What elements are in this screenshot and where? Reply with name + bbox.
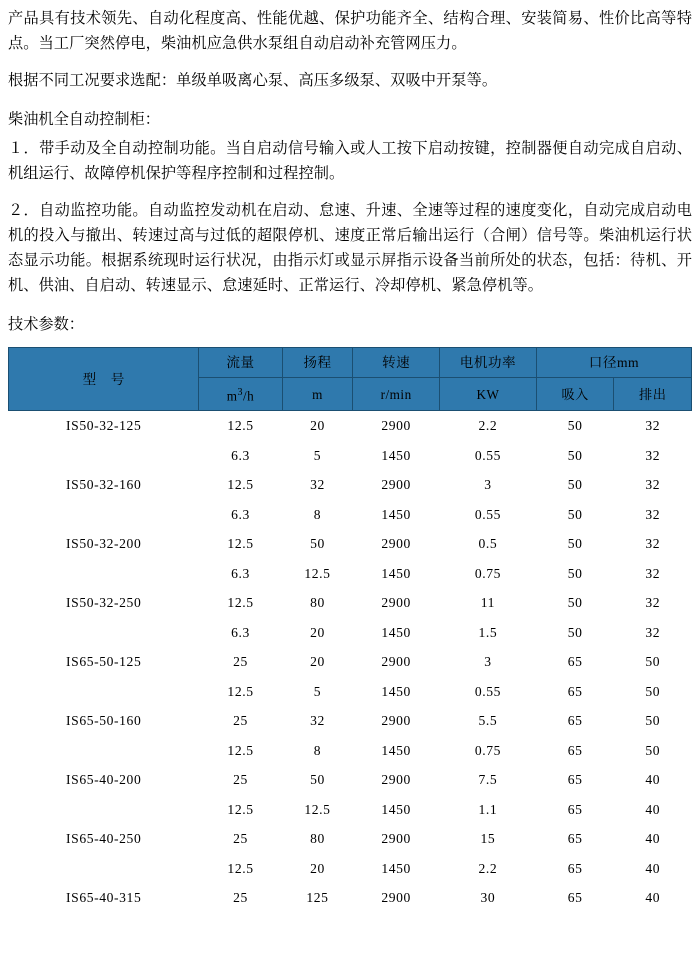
cell-outlet: 40	[645, 890, 661, 906]
cell-power: 0.55	[474, 447, 502, 463]
cell-model: IS65-50-160	[66, 713, 142, 729]
cell-inlet: 65	[567, 890, 583, 906]
header-model: 型 号	[9, 348, 199, 411]
cell-speed: 2900	[381, 654, 411, 670]
table-row	[9, 883, 692, 913]
header-head-unit: m	[282, 378, 353, 411]
cell-inlet: 65	[567, 801, 583, 817]
table-row	[9, 854, 692, 884]
cell-model: IS50-32-125	[66, 418, 142, 434]
cell-flow: 25	[233, 772, 248, 788]
cell-model: IS65-40-200	[66, 772, 142, 788]
cell-outlet: 32	[645, 506, 661, 522]
cell-inlet: 65	[567, 860, 583, 876]
table-row	[9, 795, 692, 825]
header-outlet: 排出	[614, 378, 692, 411]
table-row	[9, 765, 692, 795]
cell-power: 2.2	[478, 418, 498, 434]
cell-power: 5.5	[478, 713, 498, 729]
cell-inlet: 50	[567, 595, 583, 611]
cell-head: 12.5	[304, 801, 331, 817]
cell-inlet: 50	[567, 418, 583, 434]
cell-power: 0.55	[474, 506, 502, 522]
cell-power: 7.5	[478, 772, 498, 788]
cell-model: IS65-40-315	[66, 890, 142, 906]
table-row	[9, 441, 692, 471]
cell-flow: 25	[233, 654, 248, 670]
table-title-technical-parameters: 技术参数：	[8, 316, 84, 333]
cell-outlet: 32	[645, 536, 661, 552]
table-row	[9, 677, 692, 707]
table-header-row-1	[9, 348, 692, 378]
table-row	[9, 824, 692, 854]
cell-model	[9, 854, 199, 884]
cell-outlet: 40	[645, 831, 661, 847]
header-flow: 流量	[199, 348, 282, 378]
cell-head: 5	[313, 447, 322, 463]
cell-model: IS50-32-160	[66, 477, 142, 493]
list-item-auto-monitor: ２．自动监控功能。自动监控发动机在启动、怠速、升速、全速等过程的速度变化，自动完成启动电机的投入与撤出、转速过高与过低的超限停机、速度正常后输出运行（合闸）信号等。柴油机运行状态显示功能。根据系统现时运行状况，由指示灯或显示屏指示设备当前所处的状态，包括：待机、开机、供油、自启动、转速显示、怠速延时、正常运行、冷却停机、紧急停机等。	[8, 202, 692, 294]
cell-head: 80	[310, 595, 325, 611]
cell-outlet: 50	[645, 742, 661, 758]
cell-model	[9, 618, 199, 648]
cell-model: IS50-32-250	[66, 595, 142, 611]
table-row	[9, 411, 692, 441]
cell-outlet: 32	[645, 565, 661, 581]
cell-power: 0.5	[478, 536, 498, 552]
cell-power: 0.75	[474, 742, 502, 758]
table-row	[9, 618, 692, 648]
cell-flow: 12.5	[227, 742, 254, 758]
cell-power: 15	[480, 831, 496, 847]
cell-speed: 1450	[381, 683, 411, 699]
cell-head: 50	[310, 772, 325, 788]
cell-flow: 12.5	[227, 418, 254, 434]
cell-speed: 1450	[381, 624, 411, 640]
cell-speed: 2900	[381, 418, 411, 434]
table-row	[9, 529, 692, 559]
cell-speed: 2900	[381, 536, 411, 552]
list-item-manual-auto: １．带手动及全自动控制功能。当自启动信号输入或人工按下启动按键，控制器便自动完成自启动、机组运行、故障停机保护等程序控制和过程控制。	[8, 140, 692, 182]
header-inlet: 吸入	[536, 378, 614, 411]
cell-head: 32	[310, 713, 325, 729]
cell-inlet: 65	[567, 742, 583, 758]
cell-model	[9, 559, 199, 589]
cell-head: 20	[310, 418, 325, 434]
header-power: 电机功率	[439, 348, 536, 378]
table-row	[9, 470, 692, 500]
cell-head: 50	[310, 536, 325, 552]
cell-model: IS65-40-250	[66, 831, 142, 847]
table-body	[9, 411, 692, 913]
cell-flow: 25	[233, 831, 248, 847]
cell-model: IS65-50-125	[66, 654, 142, 670]
cell-flow: 6.3	[231, 506, 250, 522]
cell-speed: 1450	[381, 565, 411, 581]
header-speed: 转速	[353, 348, 440, 378]
cell-speed: 2900	[381, 477, 411, 493]
cell-inlet: 65	[567, 683, 583, 699]
header-diameter: 口径mm	[536, 348, 691, 378]
cell-flow: 6.3	[231, 624, 250, 640]
paragraph-selection: 根据不同工况要求选配：单级单吸离心泵、高压多级泵、双吸中开泵等。	[8, 72, 498, 89]
cell-head: 12.5	[304, 565, 331, 581]
header-flow-unit: $m^3/h$	[199, 378, 282, 411]
cell-speed: 1450	[381, 801, 411, 817]
cell-outlet: 40	[645, 860, 661, 876]
cell-speed: 2900	[381, 890, 411, 906]
table-row	[9, 559, 692, 589]
cell-model: IS50-32-200	[66, 536, 142, 552]
cell-outlet: 32	[645, 447, 661, 463]
cell-speed: 2900	[381, 831, 411, 847]
cell-head: 8	[313, 742, 322, 758]
cell-flow: 12.5	[227, 683, 254, 699]
cell-power: 3	[484, 654, 492, 670]
cell-flow: 12.5	[227, 801, 254, 817]
cell-power: 2.2	[478, 860, 498, 876]
cell-outlet: 32	[645, 477, 661, 493]
cell-inlet: 50	[567, 506, 583, 522]
cell-model	[9, 736, 199, 766]
cell-head: 20	[310, 654, 325, 670]
cell-power: 0.75	[474, 565, 502, 581]
cell-power: 30	[480, 890, 496, 906]
table-row	[9, 706, 692, 736]
cell-head: 20	[310, 860, 325, 876]
cell-inlet: 50	[567, 536, 583, 552]
table-header	[9, 348, 692, 411]
cell-model	[9, 441, 199, 471]
cell-inlet: 65	[567, 713, 583, 729]
cell-model	[9, 795, 199, 825]
cell-outlet: 40	[645, 801, 661, 817]
cell-head: 8	[313, 506, 322, 522]
header-head: 扬程	[282, 348, 353, 378]
cell-speed: 1450	[381, 447, 411, 463]
cell-speed: 1450	[381, 742, 411, 758]
cell-flow: 12.5	[227, 595, 254, 611]
cell-head: 125	[306, 890, 329, 906]
table-row	[9, 500, 692, 530]
cell-inlet: 50	[567, 447, 583, 463]
cell-speed: 2900	[381, 772, 411, 788]
cell-outlet: 32	[645, 418, 661, 434]
cell-outlet: 50	[645, 683, 661, 699]
cell-inlet: 65	[567, 831, 583, 847]
cell-flow: 6.3	[231, 565, 250, 581]
cell-head: 5	[313, 683, 322, 699]
header-speed-unit: r/min	[353, 378, 440, 411]
section-title-control-cabinet: 柴油机全自动控制柜：	[8, 111, 160, 128]
cell-flow: 12.5	[227, 477, 254, 493]
cell-flow: 12.5	[227, 536, 254, 552]
cell-inlet: 50	[567, 477, 583, 493]
cell-inlet: 50	[567, 565, 583, 581]
cell-speed: 2900	[381, 595, 411, 611]
cell-power: 0.55	[474, 683, 502, 699]
cell-outlet: 32	[645, 624, 661, 640]
cell-flow: 25	[233, 713, 248, 729]
table-row	[9, 736, 692, 766]
cell-head: 80	[310, 831, 325, 847]
table-row	[9, 647, 692, 677]
cell-outlet: 40	[645, 772, 661, 788]
cell-speed: 2900	[381, 713, 411, 729]
cell-outlet: 50	[645, 713, 661, 729]
cell-outlet: 32	[645, 595, 661, 611]
cell-model	[9, 677, 199, 707]
cell-speed: 1450	[381, 506, 411, 522]
table-row	[9, 588, 692, 618]
cell-head: 32	[310, 477, 325, 493]
cell-flow: 25	[233, 890, 248, 906]
cell-power: 1.1	[478, 801, 498, 817]
header-power-unit: KW	[439, 378, 536, 411]
cell-inlet: 65	[567, 654, 583, 670]
cell-model	[9, 500, 199, 530]
cell-power: 1.5	[478, 624, 498, 640]
cell-flow: 12.5	[227, 860, 254, 876]
cell-outlet: 50	[645, 654, 661, 670]
cell-power: 11	[480, 595, 496, 611]
cell-inlet: 50	[567, 624, 583, 640]
paragraph-intro: 产品具有技术领先、自动化程度高、性能优越、保护功能齐全、结构合理、安装简易、性价比高等特点。当工厂突然停电，柴油机应急供水泵组自动启动补充管网压力。	[8, 10, 692, 52]
cell-speed: 1450	[381, 860, 411, 876]
technical-parameters-table	[8, 347, 692, 913]
cell-power: 3	[484, 477, 492, 493]
cell-head: 20	[310, 624, 325, 640]
cell-inlet: 65	[567, 772, 583, 788]
cell-flow: 6.3	[231, 447, 250, 463]
